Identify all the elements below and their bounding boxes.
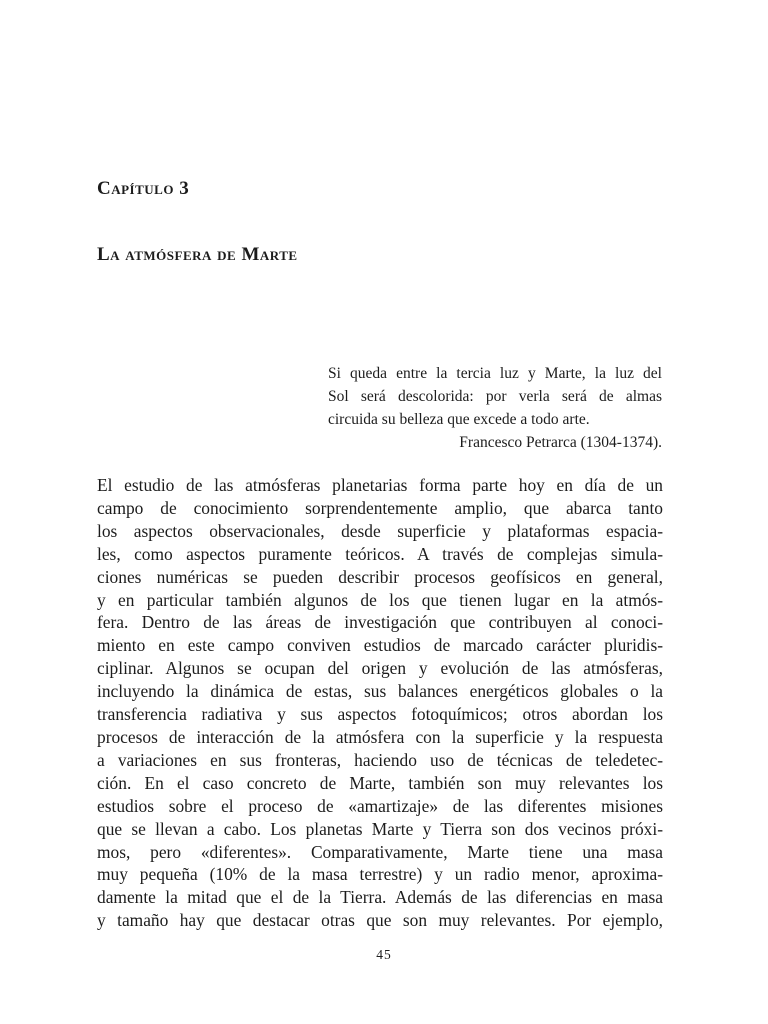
- body-line: mos, pero «diferentes». Comparativamente, Marte tiene una masa: [97, 841, 663, 862]
- body-line: miento en este campo conviven estudios de marcado carácter pluridis-: [97, 635, 663, 656]
- body-line: damente la mitad que el de la Tierra. Además de las diferencias en masa: [97, 887, 663, 908]
- body-line: campo de conocimiento sorprendentemente amplio, que abarca tanto: [97, 497, 663, 518]
- epigraph-attribution: Francesco Petrarca (1304-1374).: [459, 434, 662, 451]
- epigraph-line: circuida su belleza que excede a todo arte.: [328, 411, 590, 428]
- body-line: a variaciones en sus fronteras, haciendo uso de técnicas de teledetec-: [97, 749, 663, 770]
- page-number: 45: [376, 947, 392, 962]
- body-line: fera. Dentro de las áreas de investigación que contribuyen al conoci-: [97, 612, 663, 633]
- epigraph-line: Sol será descolorida: por verla será de almas: [328, 388, 662, 405]
- body-line: ciones numéricas se pueden describir procesos geofísicos en general,: [97, 566, 663, 587]
- body-line: incluyendo la dinámica de estas, sus balances energéticos globales o la: [97, 681, 663, 702]
- body-line: ciplinar. Algunos se ocupan del origen y evolución de las atmósferas,: [97, 658, 663, 679]
- body-line: muy pequeña (10% de la masa terrestre) y un radio menor, aproxima-: [97, 864, 663, 885]
- chapter-title: La atmósfera de Marte: [97, 244, 298, 265]
- epigraph: [328, 362, 662, 454]
- body-line: que se llevan a cabo. Los planetas Marte y Tierra son dos vecinos próxi-: [97, 818, 663, 839]
- epigraph-line: Si queda entre la tercia luz y Marte, la luz del: [328, 365, 662, 382]
- body-paragraph: [97, 474, 663, 932]
- body-line: procesos de interacción de la atmósfera con la superficie y la respuesta: [97, 726, 663, 747]
- chapter-label: Capítulo 3: [97, 178, 190, 199]
- body-line: estudios sobre el proceso de «amartizaje» de las diferentes misiones: [97, 795, 663, 816]
- body-line: transferencia radiativa y sus aspectos fotoquímicos; otros abordan los: [97, 704, 663, 725]
- body-line: El estudio de las atmósferas planetarias forma parte hoy en día de un: [97, 475, 663, 495]
- body-line: les, como aspectos puramente teóricos. A través de complejas simula-: [97, 543, 663, 564]
- body-line: y tamaño hay que destacar otras que son muy relevantes. Por ejemplo,: [97, 910, 663, 931]
- body-line: los aspectos observacionales, desde superficie y plataformas espacia-: [97, 520, 663, 541]
- body-line: ción. En el caso concreto de Marte, también son muy relevantes los: [97, 772, 663, 793]
- body-line: y en particular también algunos de los que tienen lugar en la atmós-: [97, 589, 663, 610]
